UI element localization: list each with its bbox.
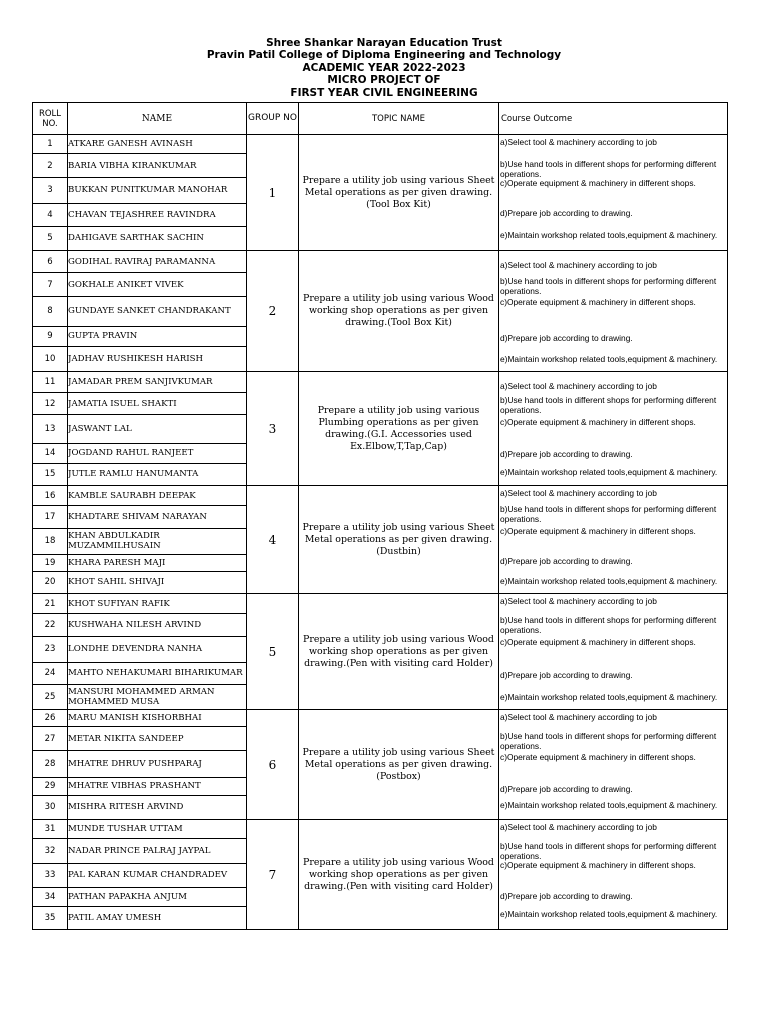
course-outcome-item: a)Select tool & machinery according to job [500, 381, 657, 391]
course-outcome-header: Course Outcome [499, 103, 728, 135]
student-name: KHAN ABDULKADIR MUZAMMILHUSAIN [68, 529, 247, 554]
student-row [33, 486, 728, 506]
course-outcome-list [499, 251, 727, 371]
roll-number: 26 [33, 710, 68, 727]
roll-number: 16 [33, 486, 68, 506]
student-name: KHOT SUFIYAN RAFIK [68, 594, 247, 614]
roll-number: 27 [33, 727, 68, 751]
student-name: JADHAV RUSHIKESH HARISH [68, 346, 247, 371]
course-outcome-item: d)Prepare job according to drawing. [500, 556, 633, 566]
roll-number: 25 [33, 684, 68, 709]
student-name: PATIL AMAY UMESH [68, 906, 247, 929]
roll-number: 29 [33, 777, 68, 795]
course-outcome-list [499, 372, 727, 485]
student-name: MISHRA RITESH ARVIND [68, 795, 247, 819]
course-outcome-list [499, 820, 727, 929]
group-number: 6 [247, 710, 299, 820]
student-name: LONDHE DEVENDRA NANHA [68, 637, 247, 662]
student-row [33, 594, 728, 614]
course-outcome-list [499, 486, 727, 593]
roll-no-header: ROLL NO. [33, 103, 68, 135]
student-name: KUSHWAHA NILESH ARVIND [68, 614, 247, 637]
student-name: PAL KARAN KUMAR CHANDRADEV [68, 864, 247, 887]
roll-number: 31 [33, 820, 68, 839]
topic-name: Prepare a utility job using various Plumbing operations as per given drawing.(G.I. Accessories used Ex.Elbow,T,Tap,Cap) [299, 372, 499, 486]
course-outcome-item: d)Prepare job according to drawing. [500, 784, 633, 794]
student-name: KAMBLE SAURABH DEEPAK [68, 486, 247, 506]
student-name: MANSURI MOHAMMED ARMAN MOHAMMED MUSA [68, 684, 247, 709]
document-header [0, 37, 768, 99]
student-name: CHAVAN TEJASHREE RAVINDRA [68, 203, 247, 226]
course-outcome-item: d)Prepare job according to drawing. [500, 891, 633, 901]
student-name: ATKARE GANESH AVINASH [68, 135, 247, 154]
student-name: METAR NIKITA SANDEEP [68, 727, 247, 751]
roll-number: 28 [33, 751, 68, 777]
topic-name: Prepare a utility job using various Wood working shop operations as per given drawing.(Pen with visiting card Holder) [299, 594, 499, 710]
course-outcome-item: b)Use hand tools in different shops for performing different operations. [500, 159, 717, 179]
course-outcome-item: c)Operate equipment & machinery in different shops. [500, 526, 696, 536]
group-number: 3 [247, 372, 299, 486]
roll-number: 12 [33, 393, 68, 415]
course-outcome-item: b)Use hand tools in different shops for performing different operations. [500, 395, 717, 415]
student-name: MHATRE VIBHAS PRASHANT [68, 777, 247, 795]
course-outcome-item: b)Use hand tools in different shops for performing different operations. [500, 841, 717, 861]
roll-number: 5 [33, 226, 68, 250]
roll-number: 15 [33, 463, 68, 485]
project-title: MICRO PROJECT OF [327, 74, 441, 87]
student-name: DAHIGAVE SARTHAK SACHIN [68, 226, 247, 250]
student-row [33, 135, 728, 154]
roll-number: 35 [33, 906, 68, 929]
course-outcome-item: a)Select tool & machinery according to job [500, 137, 657, 147]
roll-number: 13 [33, 415, 68, 443]
topic-name: Prepare a utility job using various Sheet Metal operations as per given drawing.(Postbox) [299, 710, 499, 820]
student-name: MHATRE DHRUV PUSHPARAJ [68, 751, 247, 777]
student-name: GOKHALE ANIKET VIVEK [68, 273, 247, 297]
student-name: JUTLE RAMLU HANUMANTA [68, 463, 247, 485]
course-outcomes [499, 594, 728, 710]
student-name: MARU MANISH KISHORBHAI [68, 710, 247, 727]
micro-project-table [32, 102, 728, 930]
course-outcome-list [499, 594, 727, 709]
course-outcome-item: d)Prepare job according to drawing. [500, 208, 633, 218]
roll-number: 9 [33, 326, 68, 346]
course-outcome-item: c)Operate equipment & machinery in different shops. [500, 752, 696, 762]
course-outcomes [499, 820, 728, 930]
roll-number: 33 [33, 864, 68, 887]
student-name: PATHAN PAPAKHA ANJUM [68, 887, 247, 906]
student-name: MAHTO NEHAKUMARI BIHARIKUMAR [68, 662, 247, 684]
course-outcome-item: c)Operate equipment & machinery in different shops. [500, 178, 696, 188]
course-outcome-item: e)Maintain workshop related tools,equipment & machinery. [500, 576, 718, 586]
topic-name: Prepare a utility job using various Wood working shop operations as per given drawing.(Pen with visiting card Holder) [299, 820, 499, 930]
course-outcome-item: c)Operate equipment & machinery in different shops. [500, 297, 696, 307]
course-outcome-item: e)Maintain workshop related tools,equipment & machinery. [500, 230, 718, 240]
group-number: 7 [247, 820, 299, 930]
roll-number: 17 [33, 506, 68, 529]
course-outcome-item: a)Select tool & machinery according to job [500, 596, 657, 606]
group-number: 1 [247, 135, 299, 251]
student-row [33, 710, 728, 727]
roll-number: 1 [33, 135, 68, 154]
course-outcome-item: c)Operate equipment & machinery in different shops. [500, 417, 696, 427]
course-outcome-item: d)Prepare job according to drawing. [500, 670, 633, 680]
student-name: BARIA VIBHA KIRANKUMAR [68, 154, 247, 178]
student-name: JOGDAND RAHUL RANJEET [68, 443, 247, 463]
roll-number: 6 [33, 251, 68, 273]
roll-number: 23 [33, 637, 68, 662]
course-outcome-item: b)Use hand tools in different shops for performing different operations. [500, 276, 717, 296]
student-name: GUPTA PRAVIN [68, 326, 247, 346]
roll-number: 32 [33, 839, 68, 864]
roll-number: 7 [33, 273, 68, 297]
course-outcomes [499, 486, 728, 594]
group-no-header: GROUP NO [247, 103, 299, 135]
course-outcome-item: b)Use hand tools in different shops for performing different operations. [500, 731, 717, 751]
course-outcome-list [499, 710, 727, 819]
student-name: KHARA PARESH MAJI [68, 554, 247, 571]
roll-number: 8 [33, 297, 68, 326]
course-outcomes [499, 135, 728, 251]
course-outcome-item: a)Select tool & machinery according to job [500, 712, 657, 722]
course-outcome-item: c)Operate equipment & machinery in different shops. [500, 860, 696, 870]
table-header-row [33, 103, 728, 135]
course-outcome-item: d)Prepare job according to drawing. [500, 333, 633, 343]
college-name: Pravin Patil College of Diploma Engineering and Technology [206, 49, 562, 62]
name-header: NAME [68, 103, 247, 135]
department-title: FIRST YEAR CIVIL ENGINEERING [290, 86, 478, 99]
course-outcome-list [499, 135, 727, 250]
student-name: KHOT SAHIL SHIVAJI [68, 571, 247, 593]
roll-number: 4 [33, 203, 68, 226]
topic-name: Prepare a utility job using various Sheet Metal operations as per given drawing.(Dustbin) [299, 486, 499, 594]
roll-number: 19 [33, 554, 68, 571]
course-outcome-item: e)Maintain workshop related tools,equipment & machinery. [500, 800, 718, 810]
group-number: 5 [247, 594, 299, 710]
roll-number: 3 [33, 178, 68, 203]
student-name: JAMATIA ISUEL SHAKTI [68, 393, 247, 415]
course-outcome-item: d)Prepare job according to drawing. [500, 449, 633, 459]
roll-number: 34 [33, 887, 68, 906]
topic-name-header: TOPIC NAME [299, 103, 499, 135]
student-row [33, 820, 728, 839]
roll-number: 2 [33, 154, 68, 178]
course-outcomes [499, 710, 728, 820]
student-name: NADAR PRINCE PALRAJ JAYPAL [68, 839, 247, 864]
group-number: 4 [247, 486, 299, 594]
roll-number: 14 [33, 443, 68, 463]
course-outcome-item: e)Maintain workshop related tools,equipment & machinery. [500, 354, 718, 364]
roll-number: 24 [33, 662, 68, 684]
roll-number: 20 [33, 571, 68, 593]
student-name: MUNDE TUSHAR UTTAM [68, 820, 247, 839]
student-name: GUNDAYE SANKET CHANDRAKANT [68, 297, 247, 326]
roll-number: 30 [33, 795, 68, 819]
topic-name: Prepare a utility job using various Sheet Metal operations as per given drawing.(Tool Box Kit) [299, 135, 499, 251]
course-outcome-item: c)Operate equipment & machinery in different shops. [500, 637, 696, 647]
course-outcome-item: e)Maintain workshop related tools,equipment & machinery. [500, 467, 718, 477]
roll-number: 11 [33, 372, 68, 393]
trust-name: Shree Shankar Narayan Education Trust [266, 37, 502, 49]
student-name: JASWANT LAL [68, 415, 247, 443]
roll-number: 18 [33, 529, 68, 554]
course-outcome-item: a)Select tool & machinery according to job [500, 488, 657, 498]
academic-year: ACADEMIC YEAR 2022-2023 [302, 61, 466, 74]
course-outcome-item: b)Use hand tools in different shops for performing different operations. [500, 615, 717, 635]
student-name: GODIHAL RAVIRAJ PARAMANNA [68, 251, 247, 273]
course-outcome-item: e)Maintain workshop related tools,equipment & machinery. [500, 909, 718, 919]
course-outcome-item: b)Use hand tools in different shops for performing different operations. [500, 504, 717, 524]
roll-number: 10 [33, 346, 68, 371]
student-row [33, 251, 728, 273]
course-outcomes [499, 372, 728, 486]
course-outcomes [499, 251, 728, 372]
course-outcome-item: e)Maintain workshop related tools,equipment & machinery. [500, 692, 718, 702]
roll-number: 21 [33, 594, 68, 614]
course-outcome-item: a)Select tool & machinery according to job [500, 822, 657, 832]
student-name: BUKKAN PUNITKUMAR MANOHAR [68, 178, 247, 203]
group-number: 2 [247, 251, 299, 372]
student-name: JAMADAR PREM SANJIVKUMAR [68, 372, 247, 393]
roll-number: 22 [33, 614, 68, 637]
topic-name: Prepare a utility job using various Wood working shop operations as per given drawing.(Tool Box Kit) [299, 251, 499, 372]
student-row [33, 372, 728, 393]
student-name: KHADTARE SHIVAM NARAYAN [68, 506, 247, 529]
course-outcome-item: a)Select tool & machinery according to job [500, 260, 657, 270]
